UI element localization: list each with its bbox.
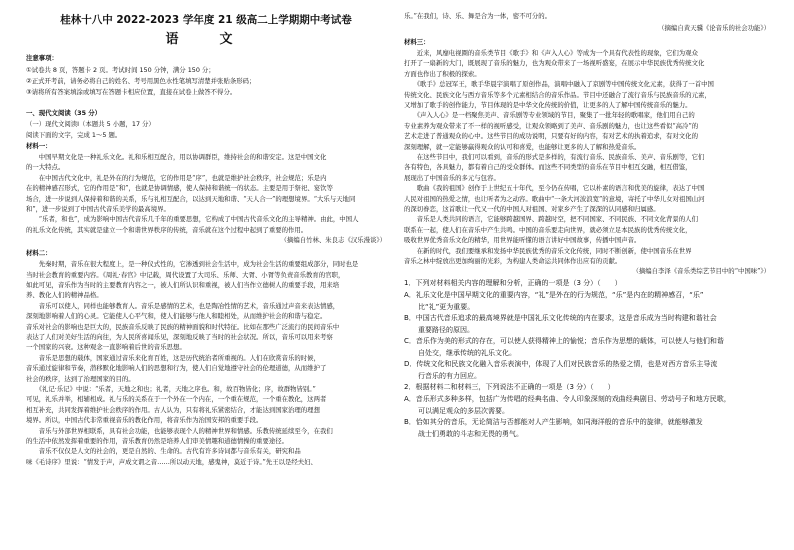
material-label: 材料三：	[404, 38, 430, 46]
question-1-stem: 1．下列对材料相关内容的理解和分析，正确的一项是（3 分）（ ）	[404, 279, 622, 288]
material-source: （摘编自竹林、朱良志《汉乐漫谈》）	[280, 236, 386, 245]
paragraph-line: 味《毛诗序》里说：“情发于声，声成文谓之音……所以动天地，感鬼神，莫近于诗。”先王以是经夫妇、	[26, 457, 317, 466]
paragraph-line: 各有特色，各具魅力，都有着自己的受众群体。而这些不同类型的音乐在节目中相互交融，相互借鉴，	[404, 163, 692, 172]
paragraph-line: 的一大特点。	[26, 163, 65, 172]
question-option: 行音乐的有力回应。	[404, 371, 481, 380]
question-option: 战士们勇敢的斗志和无畏的勇气。	[404, 429, 523, 438]
material-label: 材料一：	[26, 142, 52, 150]
paragraph-line: 深刻地影响着人们的心灵。它能使人心平气和，使人们能够与他人和睦相处，从而维护社会的和谐与稳定。	[26, 312, 327, 321]
question-option: B．中国古代音乐追求的最高境界就是中国礼乐文化传统的内在要求，这是音乐成为当时构建和谐社会	[404, 314, 717, 323]
paragraph-line: 《歌手》总冠军王，歌手华晨宇演唱了原创作品，演唱中融入了京剧等中国传统文化元素，获得了一首中国	[404, 80, 714, 89]
notice-item: ①试卷共 8 页，答题卡 2 页。考试时间 150 分钟，满分 150 分；	[26, 66, 215, 74]
paragraph-line: 中国早期文化是一种礼乐文化。礼和乐相互配合，用以协调群臣，维持社会的和谐安定。这是中国文化	[26, 153, 327, 161]
question-option: C．音乐作为美的形式的存在，可以使人获得精神上的愉悦；音乐作为思想的载体，可以使人与他们和谐	[404, 337, 724, 346]
paragraph-line: 深刻理解，就一定能够赢得观众的认可和喜爱，也能够让更多的人了解和热爱音乐。	[404, 142, 641, 151]
material-label: 材料二：	[26, 249, 52, 258]
paragraph-line: 乐。”在我们，诗、乐、舞是合为一体，密不可分的。	[404, 12, 552, 20]
notice-item: ③请将所有答案填涂或填写在答题卡相应位置，直接在试卷上做答不得分。	[26, 88, 237, 96]
paragraph-line: 境界。所以，中国古代非常重视音乐的教化作用，将音乐作为治国安邦的重要手段。	[26, 416, 263, 425]
paragraph-line: 表达了人们对美好生活的向往，为人民所喜闻乐见，深刻地反映了当时的社会状况。所以，音乐可以用来考察	[26, 333, 333, 341]
question-option: 可以满足观众的多层次需要。	[404, 406, 509, 415]
paragraph-line: 音乐对社会的影响也是巨大的，民族音乐反映了民族的精神面貌和时代特征。比如在那些广泛流行的民间音乐中	[26, 322, 340, 331]
paragraph-line: 如此可见，音乐作为当时的主要教育内容之一，被人们所认识和重视，被人们当作立德树人的重要手段，用来培	[26, 281, 340, 289]
paragraph-line: 和”，进一步说到了中国古代音乐美学的最高境界。	[26, 205, 170, 213]
notice-label: 注意事项：	[26, 54, 58, 62]
paragraph-line: 《声入人心》是一档聚焦美声、音乐剧等专业领域的节目，聚集了一批年轻的歌唱家，他们用自己的	[404, 111, 695, 120]
paragraph-line: 的礼乐文化传统，其实就是建立一个和谐世界秩序的传统，音乐就在这个过程中起到了重要的作用。	[26, 225, 308, 234]
paragraph-line: 人民对祖国的热爱之情，也让听者为之动容。歌曲中“一条大河波浪宽”的意境，寄托了中华儿女对祖国山河	[404, 194, 705, 203]
paragraph-line: 近来，风靡电视圈的音乐类节目《歌手》和《声入人心》等成为一个具有代表性的现象，它们为观众	[404, 49, 698, 57]
paragraph-line: 歌曲《我的祖国》创作于上世纪五十年代，至今仍在传唱，它以朴素的语言和优美的旋律，表达了中国	[404, 184, 705, 193]
paragraph-line: 音乐通过旋律和节奏，潜移默化地影响人们的思想和行为，使人们自觉地遵守社会的伦理道德，从而维护了	[26, 364, 327, 373]
section-subheading: （一）现代文阅读Ⅰ（本题共 5 小题，17 分）	[26, 120, 155, 128]
question-option: 重要路径的原因。	[404, 325, 474, 334]
left-column	[26, 0, 386, 550]
paragraph-line: 相互补充，共同发挥着维护社会秩序的作用。古人认为，只有将礼乐紧密结合，才能达到国家治理的理想	[26, 405, 320, 414]
paragraph-line: 先秦时期，音乐在很大程度上，是一种仪式性的，它渗透到社会生活中，成为社会生活的重要组成部分，同时也是	[26, 260, 359, 269]
paragraph-line: 当时社会教育的重要内容。《周礼·春官》中记载，周代设置了大司乐、乐师、大胥、小胥等负责音乐教育的官职，	[26, 270, 345, 279]
question-option: 自处交，继承传统的礼乐文化。	[404, 348, 516, 357]
paragraph-line: 养、教化人们的精神品格。	[26, 291, 103, 300]
paragraph-line: 专业素养为观众带来了不一样的视听感受，让观众领略到了美声、音乐剧的魅力，也让这些看似“高冷”的	[404, 121, 699, 130]
question-option: A．礼乐文化是中国早期文化的重要内容，“礼”是外在的行为规范，“乐”是内在的精神感召，“乐”	[404, 291, 704, 300]
instruction: 阅读下面的文字，完成 1～5 题。	[26, 131, 122, 139]
paragraph-line: 吸收世界优秀音乐文化的精华，用世界能听懂的语言讲好中国故事，传播中国声音。	[404, 236, 641, 245]
paragraph-line: 联系在一起，使人们在音乐中产生共鸣。中国的音乐要走向世界，就必须立足本民族的优秀传统文化，	[404, 225, 692, 234]
paragraph-line: 打开了一扇新的大门，既展现了音乐的魅力，也为观众带来了一场视听盛宴，在展示中华民族优秀传统文化	[404, 59, 705, 68]
paragraph-line: 又增加了歌手的创作能力，节目体现的是中华文化传统的价值，让更多的人了解中国传统音乐的魅力。	[404, 101, 692, 109]
material-source: （摘编自李泽《音乐类综艺节目中的“中国味”》）	[632, 267, 770, 276]
paragraph-line: 音乐不仅仅是人文的社会的，更是自然的、生命的。古代有许多诗词都与音乐有关，研究和品	[26, 447, 301, 456]
notice-item: ②正式开考前，请务必将自己的姓名、考号用黑色水性笔填写清楚并张贴条形码；	[26, 77, 256, 85]
exam-title: 桂林十八中 2022-2023 学年度 21 级高二上学期期中考试卷	[60, 14, 352, 26]
question-option: A．音乐形式多种多样，包括广为传唱的经典名曲、令人印象深刻的戏曲经典剧目、劳动号子和地方民歌，	[404, 395, 731, 404]
paragraph-line: 音乐之林中绽放出更加绚丽的光彩，为构建人类命运共同体作出应有的贡献。	[404, 257, 622, 265]
paragraph-line: 的深切眷恋，这首歌让一代又一代的中国人对祖国、对家乡产生了深深的认同感和归属感。	[404, 205, 660, 213]
subject-title: 语 文	[165, 32, 247, 47]
paragraph-line: 社会的秩序，达到了治理国家的目的。	[26, 374, 135, 383]
paragraph-line: 的生活中依然发挥着重要的作用，音乐教育仍然是培养人们审美情趣和道德情操的重要途径。	[26, 437, 289, 445]
paragraph-line: 可见，礼乐并举，相辅相成。礼与乐的关系在于一个外在一个内在，一个重在规范，一个重在教化，这两者	[26, 395, 327, 404]
paragraph-line: 音乐与外部世界相联系，具有社会功能，也能够表现个人的精神世界和情感。乐教传统延续至今，在我们	[26, 426, 333, 435]
paragraph-line: “乐者，和也”，成为影响中国古代音乐几千年的重要思想，它构成了中国古代音乐文化的主导精神。由此，中国人	[26, 215, 359, 224]
paragraph-line: 场合，进一步说到人保持着和谐的关系，乐与礼相互配合，以达到天地和谐、“天人合一”的理想境界。“大乐与天地同	[26, 194, 356, 203]
paragraph-line: 一个国家的兴衰。这种观念一直影响着后世的音乐思想。	[26, 343, 186, 352]
paragraph-line: 在中国古代文化中，礼是外在的行为规范，它的作用是“序”，也就是维护社会秩序，社会规范；乐是内	[26, 173, 327, 182]
right-column	[404, 0, 770, 550]
paragraph-line: 展现出了中国音乐的多元与包容。	[404, 173, 500, 182]
paragraph-line: 传统文化、民族文化与西方音乐等多个元素相结合的音乐作品。节目中还融合了流行音乐与民族音乐的元素，	[404, 90, 711, 99]
paragraph-line: 音乐是思想的载体，国家通过音乐来化育百姓，这是历代统治者所重视的。人们在欣赏音乐的时候，	[26, 353, 320, 362]
question-option: B．恰如其分的音乐，无论简洁与否都能对人产生影响，如同海洋般的音乐中的旋律，就能够激发	[404, 418, 703, 427]
paragraph-line: 音乐是人类共同的语言，它能够跨越国界、跨越时空，把不同国家、不同民族、不同文化背景的人们	[404, 215, 698, 224]
section-heading: 一、现代文阅读（35 分）	[26, 109, 102, 117]
paragraph-line: 在这些节目中，我们可以看到，音乐的形式是多样的，有流行音乐、民族音乐、美声、音乐剧等，它们	[404, 153, 705, 161]
question-2-stem: 2．根据材料二和材料三，下列说法不正确的一项是（3 分）（ ）	[404, 383, 615, 392]
paragraph-line: 《礼记·乐记》中说：“乐者，天地之和也；礼者，天地之序也。和，故百物皆化；序，故群物皆别。”	[26, 385, 316, 393]
material-source: （摘编自黄天骥《论音乐的社会功能》）	[658, 24, 770, 32]
question-option: D．传统文化和民族文化融入音乐表演中，体现了人们对民族音乐的热爱之情，也是对西方音乐主导流	[404, 360, 718, 369]
paragraph-line: 方面也作出了积极的探索。	[404, 69, 481, 78]
question-option: 比“礼”更为重要。	[404, 302, 475, 311]
paragraph-line: 在的精神感召形式，它的作用是“和”，也就是协调情感，使人保持和谐统一的状态。主要是用于祭祀、宴饮等	[26, 184, 333, 193]
paragraph-line: 艺术走进了普通观众的心中。这些节目的成功说明，只要有好的内容，有对艺术的执着追求，有对文化的	[404, 132, 698, 141]
paragraph-line: 在新的时代，我们要继承和发扬中华民族优秀的音乐文化传统，同时不断创新，使中国音乐在世界	[404, 246, 692, 255]
paragraph-line: 音乐可以使人，同样也能够教育人。音乐是感情的艺术，也是陶冶性情的艺术，音乐通过声音来表达情感，	[26, 301, 340, 310]
